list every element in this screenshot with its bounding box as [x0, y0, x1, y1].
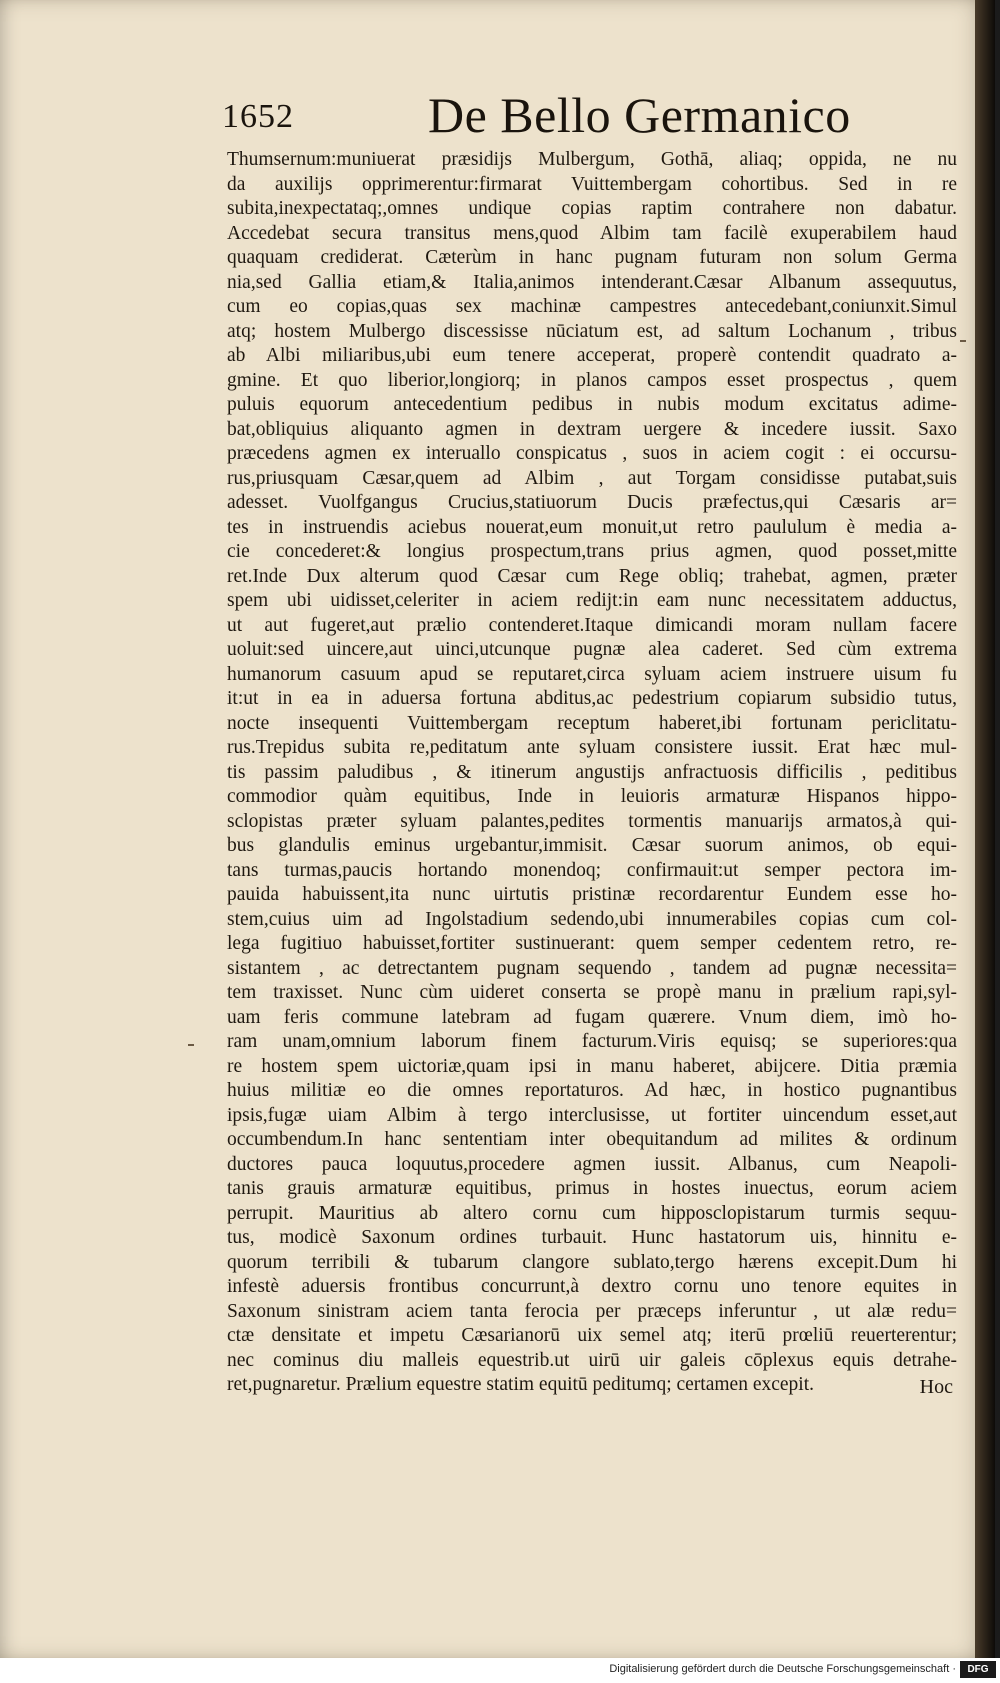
text-line: ret,pugnaretur. Prælium equestre statim equitū peditumq; certamen excepit. — [227, 1374, 814, 1395]
text-line: Saxonum sinistram aciem tanta ferocia per præceps inferuntur , ut alæ redu= — [227, 1300, 957, 1322]
digitization-footer — [0, 1658, 1000, 1683]
text-line: tis passim paludibus , & itinerum angustijs anfractuosis difficilis , peditibus — [227, 761, 957, 783]
text-line: sistantem , ac detrectantem pugnam sequendo , tandem ad pugnæ necessita= — [227, 957, 957, 979]
text-line: tanis grauis armaturæ equitibus, primus in hostes inuectus, eorum aciem — [227, 1178, 957, 1199]
text-line: occumbendum.In hanc sententiam inter obequitandum ad milites & ordinum — [227, 1129, 957, 1150]
margin-mark — [960, 340, 966, 342]
text-line: tans turmas,paucis hortando monendoq; confirmauit:ut semper pectora im- — [227, 859, 957, 881]
text-line: huius militiæ eo die omnes reportaturos. Ad hæc, in hostico pugnantibus — [227, 1080, 957, 1101]
text-line: ut aut fugeret,aut prælio contenderet.Itaque dimicandi moram nullam facere — [227, 614, 957, 636]
text-line: it:ut in ea in aduersa fortuna abditus,ac pedestrium copiarum subsidio tutus, — [227, 688, 957, 709]
text-line: tus, modicè Saxonum ordines turbauit. Hunc hastatorum uis, hinnitu e- — [227, 1227, 957, 1248]
text-line: ret.Inde Dux alterum quod Cæsar cum Rege obliq; trahebat, agmen, præter — [227, 565, 957, 587]
text-line: tem traxisset. Nunc cùm uideret conserta se propè manu in prælium rapi,syl- — [227, 982, 957, 1003]
text-line: gmine. Et quo liberior,longiorq; in planos campos esset prospectus , quem — [227, 369, 957, 391]
funding-credit: Digitalisierung gefördert durch die Deutsche Forschungsgemeinschaft · — [609, 1663, 956, 1675]
text-line: infestè aduersis frontibus concurrunt,à dextro cornu uno tenore equites in — [227, 1276, 957, 1297]
text-line: perrupit. Mauritius ab altero cornu cum hipposclopistarum turmis sequu- — [227, 1202, 957, 1224]
text-line: subita,inexpectataq;,omnes undique copias raptim contrahere non dabatur. — [227, 198, 957, 219]
text-line: nia,sed Gallia etiam,& Italia,animos intenderant.Cæsar Albanum assequutus, — [227, 271, 957, 293]
text-line: Accedebat secura transitus mens,quod Albim tam facilè exuperabilem haud — [227, 222, 957, 244]
text-line: spem ubi uidisset,celeriter in aciem redijt:in eam nunc necessitatem adductus, — [227, 590, 957, 611]
text-line: humanorum casuum apud se reputaret,circa syluam aciem instruere uisum fu — [227, 663, 957, 685]
text-line: tes in instruendis aciebus nouerat,eum monuit,ut retro paululum è media a- — [227, 516, 957, 538]
text-line: sclopistas præter syluam palantes,pedites tormentis manuarijs armatos,à qui- — [227, 810, 957, 832]
dfg-logo: DFG — [960, 1661, 996, 1678]
text-line: præcedens agmen ex interuallo conspicatus , suos in aciem cogit : ei occursu- — [227, 443, 957, 464]
text-line: cum eo copias,quas sex machinæ campestres antecedebant,coniunxit.Simul — [227, 296, 957, 317]
catchword: Hoc — [919, 1376, 953, 1398]
text-line: ab Albi miliaribus,ubi eum tenere acceperat, properè contendit quadrato a- — [227, 345, 957, 366]
text-line: commodior quàm equitibus, Inde in leuioris armaturæ Hispanos hippo- — [227, 786, 957, 807]
text-line: da auxilijs opprimerentur:firmarat Vuittembergam cohortibus. Sed in re — [227, 173, 957, 195]
text-line: pauida habuissent,ita nunc uirtutis pristinæ recordarentur Eundem esse ho- — [227, 884, 957, 905]
text-line: bat,obliquius aliquanto agmen in dextram uergere & incedere iussit. Saxo — [227, 418, 957, 440]
text-line: cie concederet:& longius prospectum,trans prius agmen, quod posset,mitte — [227, 541, 957, 562]
page-number: 1652 — [222, 98, 294, 135]
text-line: ram unam,omnium laborum finem facturum.Viris equisq; se superiores:qua — [227, 1031, 957, 1052]
text-line: atq; hostem Mulbergo discessisse nūciatum est, ad saltum Lochanum , tribus — [227, 320, 957, 342]
text-line: rus.Trepidus subita re,peditatum ante syluam consistere iussit. Erat hæc mul- — [227, 737, 957, 758]
book-spine-shadow — [975, 0, 995, 1658]
text-line: nocte insequenti Vuittembergam receptum haberet,ibi fortunam periclitatu- — [227, 712, 957, 734]
text-line: ipsis,fugæ uiam Albim à tergo interclusisse, ut fortiter uincendum esset,aut — [227, 1104, 957, 1126]
text-line: Thumsernum:muniuerat præsidijs Mulbergum, Gothā, aliaq; oppida, ne nu — [227, 149, 957, 170]
body-text-block — [227, 148, 957, 1398]
text-line: ductores pauca loquutus,procedere agmen iussit. Albanus, cum Neapoli- — [227, 1153, 957, 1175]
text-line: puluis equorum antecedentium pedibus in nubis modum excitatus adime- — [227, 394, 957, 415]
text-line: uoluit:sed uincere,aut uinci,utcunque pugnæ alea caderet. Sed cùm extrema — [227, 639, 957, 660]
text-line: bus glandulis eminus urgebantur,immisit. Cæsar suorum animos, ob equi- — [227, 835, 957, 856]
text-line: adesset. Vuolfgangus Crucius,statiuorum Ducis præfectus,qui Cæsaris ar= — [227, 492, 957, 513]
text-line: rus,priusquam Cæsar,quem ad Albim , aut Torgam considisse putabat,suis — [227, 467, 957, 489]
text-line: quorum terribili & tubarum clangore sublato,tergo hærens excepit.Dum hi — [227, 1251, 957, 1273]
text-line: uam feris commune latebram ad fugam quærere. Vnum diem, imò ho- — [227, 1006, 957, 1028]
text-line: nec cominus diu malleis equestrib.ut uirū uir galeis cōplexus equis detrahe- — [227, 1349, 957, 1371]
text-line: lega fugitiuo habuisset,fortiter sustinuerant: quem semper cedentem retro, re- — [227, 933, 957, 954]
text-line: quaquam crediderat. Cæterùm in hanc pugnam futuram non solum Germa — [227, 247, 957, 268]
text-line: ctæ densitate et impetu Cæsarianorū uix semel atq; iterū prœliū reuerterentur; — [227, 1325, 957, 1346]
margin-mark — [188, 1044, 194, 1046]
text-line: re hostem spem uictoriæ,quam ipsi in manu haberet, abijcere. Ditia præmia — [227, 1055, 957, 1077]
text-line: stem,cuius uim ad Ingolstadium sedendo,ubi innumerabiles copias cum col- — [227, 908, 957, 930]
running-head: De Bello Germanico — [428, 87, 851, 143]
